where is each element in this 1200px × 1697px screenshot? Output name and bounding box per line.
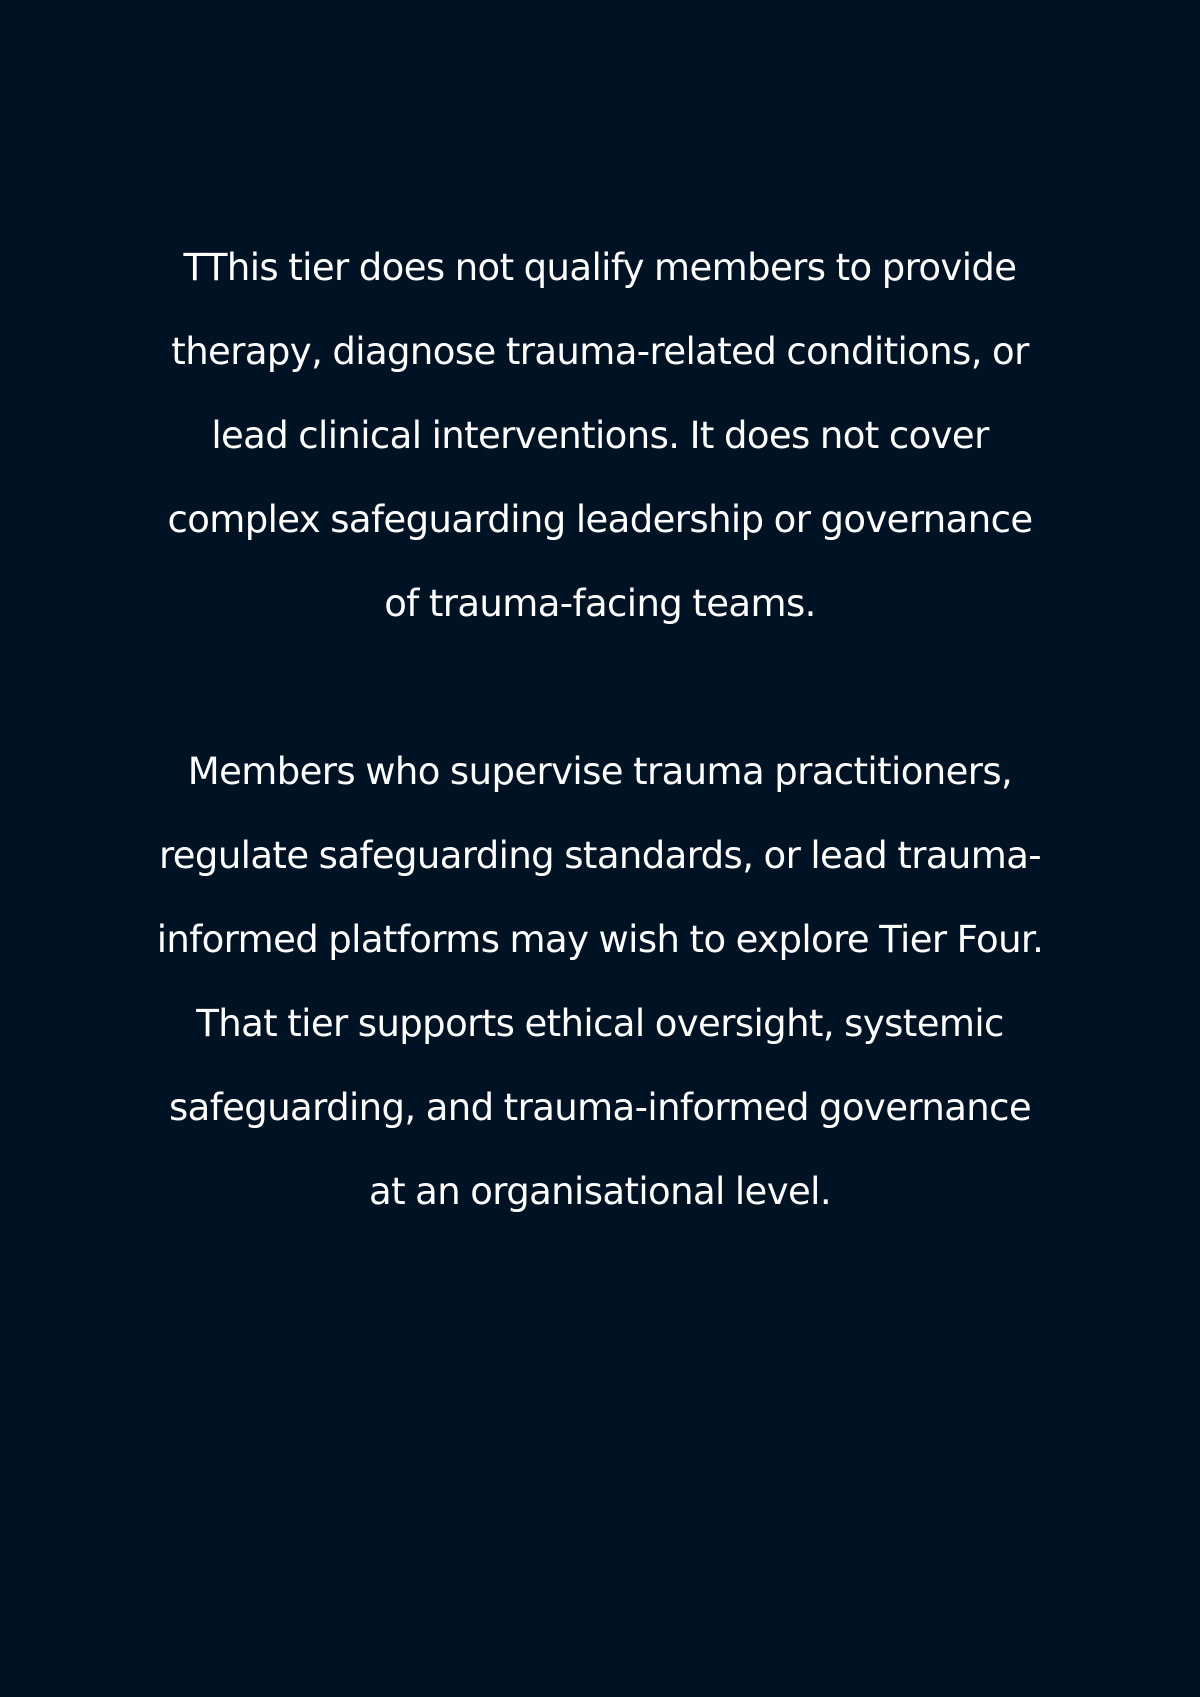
text-content: [150, 226, 1050, 1234]
tier-four-referral-paragraph: Members who supervise trauma practitioners, regulate safeguarding standards, or lead trauma-informed platforms may wish to explore Tier Four. That tier supports ethical oversight, systemic safeguarding, and trauma-informed governance at an organisational level.: [156, 750, 1044, 1213]
scope-limitation-paragraph: TThis tier does not qualify members to provide therapy, diagnose trauma-related conditions, or lead clinical interventions. It does not cover complex safeguarding leadership or governance of trauma-facing teams.: [167, 246, 1033, 625]
